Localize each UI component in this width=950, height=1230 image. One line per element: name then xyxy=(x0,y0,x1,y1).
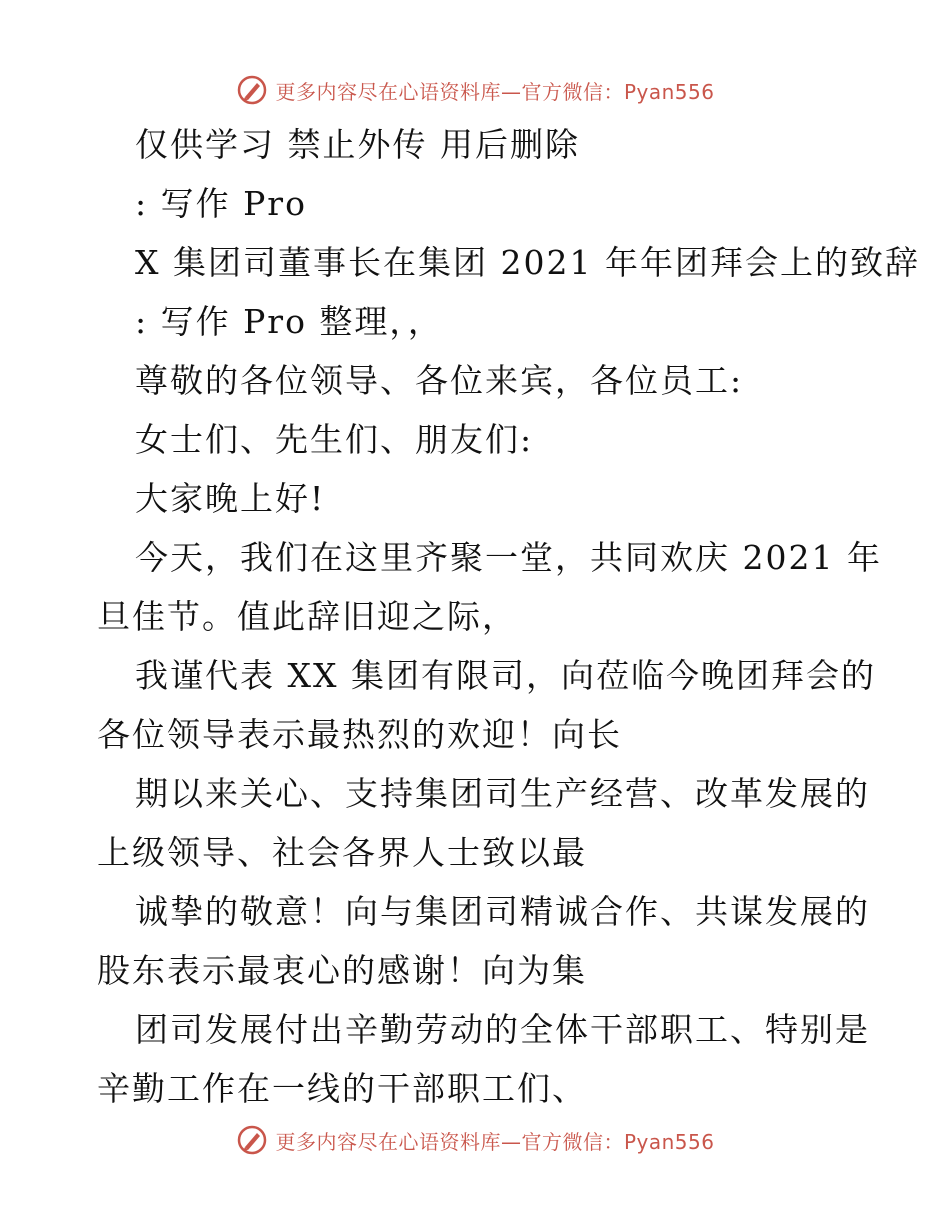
body-line: 旦佳节。值此辞旧迎之际， xyxy=(97,597,517,636)
body-line: 上级领导、社会各界人士致以最 xyxy=(97,833,587,872)
header-banner-text xyxy=(275,76,714,105)
pen-logo-icon xyxy=(235,73,269,107)
body-line: X 集团司董事长在集团 2021 年年团拜会上的致辞 xyxy=(135,243,920,282)
body-line: : 写作 Pro xyxy=(135,184,307,223)
footer-banner-dash: — xyxy=(500,1129,522,1154)
header-banner-wechat: 官方微信：Pyan556 xyxy=(521,79,715,104)
footer-banner xyxy=(0,1120,950,1160)
body-line: : 写作 Pro 整理，， xyxy=(135,302,443,341)
body-line: 女士们、先生们、朋友们: xyxy=(135,420,534,459)
body-line: 今天，我们在这里齐聚一堂，共同欢庆 2021 年 xyxy=(135,538,882,577)
footer-banner-wechat: 官方微信：Pyan556 xyxy=(521,1129,715,1154)
header-banner xyxy=(0,70,950,110)
body-line: 尊敬的各位领导、各位来宾，各位员工: xyxy=(135,361,744,400)
body-line: 股东表示最衷心的感谢！向为集 xyxy=(97,951,587,990)
body-line: 诚挚的敬意！向与集团司精诚合作、共谋发展的 xyxy=(135,892,870,931)
footer-banner-title: 更多内容尽在心语资料库 xyxy=(275,1129,501,1154)
body-line: 仅供学习 禁止外传 用后删除 xyxy=(135,125,580,164)
body-line: 团司发展付出辛勤劳动的全体干部职工、特别是 xyxy=(135,1010,870,1049)
body-line: 各位领导表示最热烈的欢迎！向长 xyxy=(97,715,622,754)
footer-banner-text xyxy=(275,1126,714,1155)
body-line: 期以来关心、支持集团司生产经营、改革发展的 xyxy=(135,774,870,813)
body-line: 我谨代表 XX 集团有限司，向莅临今晚团拜会的 xyxy=(135,656,876,695)
header-banner-dash: — xyxy=(500,79,522,104)
body-line: 辛勤工作在一线的干部职工们、 xyxy=(97,1069,587,1108)
header-banner-title: 更多内容尽在心语资料库 xyxy=(275,79,501,104)
body-line: 大家晚上好! xyxy=(135,479,326,518)
pen-logo-icon xyxy=(235,1123,269,1157)
